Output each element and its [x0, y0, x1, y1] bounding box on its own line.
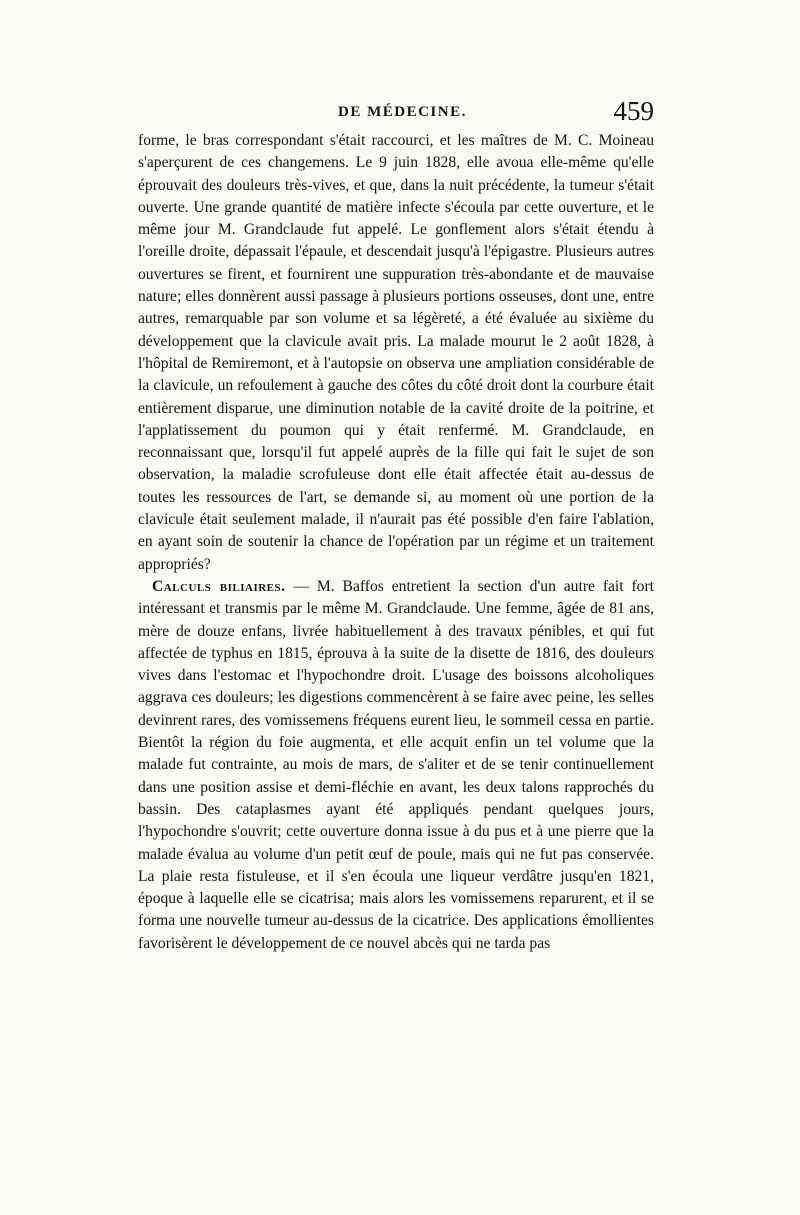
- paragraph-text: — M. Baffos entretient la section d'un autre fait fort intéressant et transmis par le même M. Grandclaude. Une femme, âgée de 81 ans, mère de douze enfans, livrée habituellement à des travaux pénibles, et qui fut affectée de typhus en 1815, éprouva à la suite de la disette de 1816, des douleurs vives dans l'estomac et l'hypochondre droit. L'usage des boissons alcoholiques aggrava ces douleurs; les digestions commencèrent à se faire avec peine, les selles devinrent rares, des vomissemens fréquens eurent lieu, le sommeil cessa en partie. Bientôt la région du foie augmenta, et elle acquit enfin un tel volume que la malade fut contrainte, au mois de mars, de s'aliter et de se tenir continuellement dans une position assise et demi-fléchie en avant, les deux talons rapprochés du bassin. Des cataplasmes ayant été appliqués pendant quelques jours, l'hypochondre s'ouvrit; cette ouverture donna issue à du pus et à une pierre que la malade évalua au volume d'un petit œuf de poule, mais qui ne fut pas conservée. La plaie resta fistuleuse, et il s'en écoula une liqueur verdâtre jusqu'en 1821, époque à laquelle elle se cicatrisa; mais alors les vomissemens reparurent, et il se forma une nouvelle tumeur au-dessus de la cicatrice. Des applications émollientes favorisèrent le développement de ce nouvel abcès qui ne tarda pas: [138, 577, 654, 952]
- running-title: DE MÉDECINE.: [338, 104, 467, 120]
- paragraph-text: forme, le bras correspondant s'était raccourci, et les maîtres de M. C. Moineau s'aperçurent de ces changemens. Le 9 juin 1828, elle avoua elle-même qu'elle éprouvait des douleurs très-vives, et que, dans la nuit précédente, la tumeur s'était ouverte. Une grande quantité de matière infecte s'écoula par cette ouverture, et le même jour M. Grandclaude fut appelé. Le gonflement alors s'était étendu à l'oreille droite, dépassait l'épaule, et descendait jusqu'à l'épigastre. Plusieurs autres ouvertures se firent, et fournirent une suppuration très-abondante et de mauvaise nature; elles donnèrent aussi passage à plusieurs portions osseuses, dont une, entre autres, remarquable par son volume et sa légèreté, a été évaluée au sixième du développement que la clavicule avait pris. La malade mourut le 2 août 1828, à l'hôpital de Remiremont, et à l'autopsie on observa une ampliation considérable de la clavicule, un refoulement à gauche des côtes du côté droit dont la courbure était entièrement disparue, une diminution notable de la cavité droite de la poitrine, et l'applatissement du poumon qui y était renfermé. M. Grandclaude, en reconnaissant que, lorsqu'il fut appelé auprès de la fille qui fait le sujet de son observation, la maladie scrofuleuse dont elle était affectée était au-dessus de toutes les ressources de l'art, se demande si, au moment où une portion de la clavicule était seulement malade, il n'aurait pas été possible d'en faire l'ablation, en ayant soin de soutenir la chance de l'opération par un régime et un traitement appropriés?: [138, 132, 654, 573]
- paragraph: [138, 576, 654, 955]
- section-heading: Calculs biliaires.: [152, 577, 286, 595]
- page-number: 459: [613, 96, 654, 126]
- paragraph: [138, 130, 654, 576]
- body-text: [138, 130, 654, 955]
- page-header: [128, 96, 654, 132]
